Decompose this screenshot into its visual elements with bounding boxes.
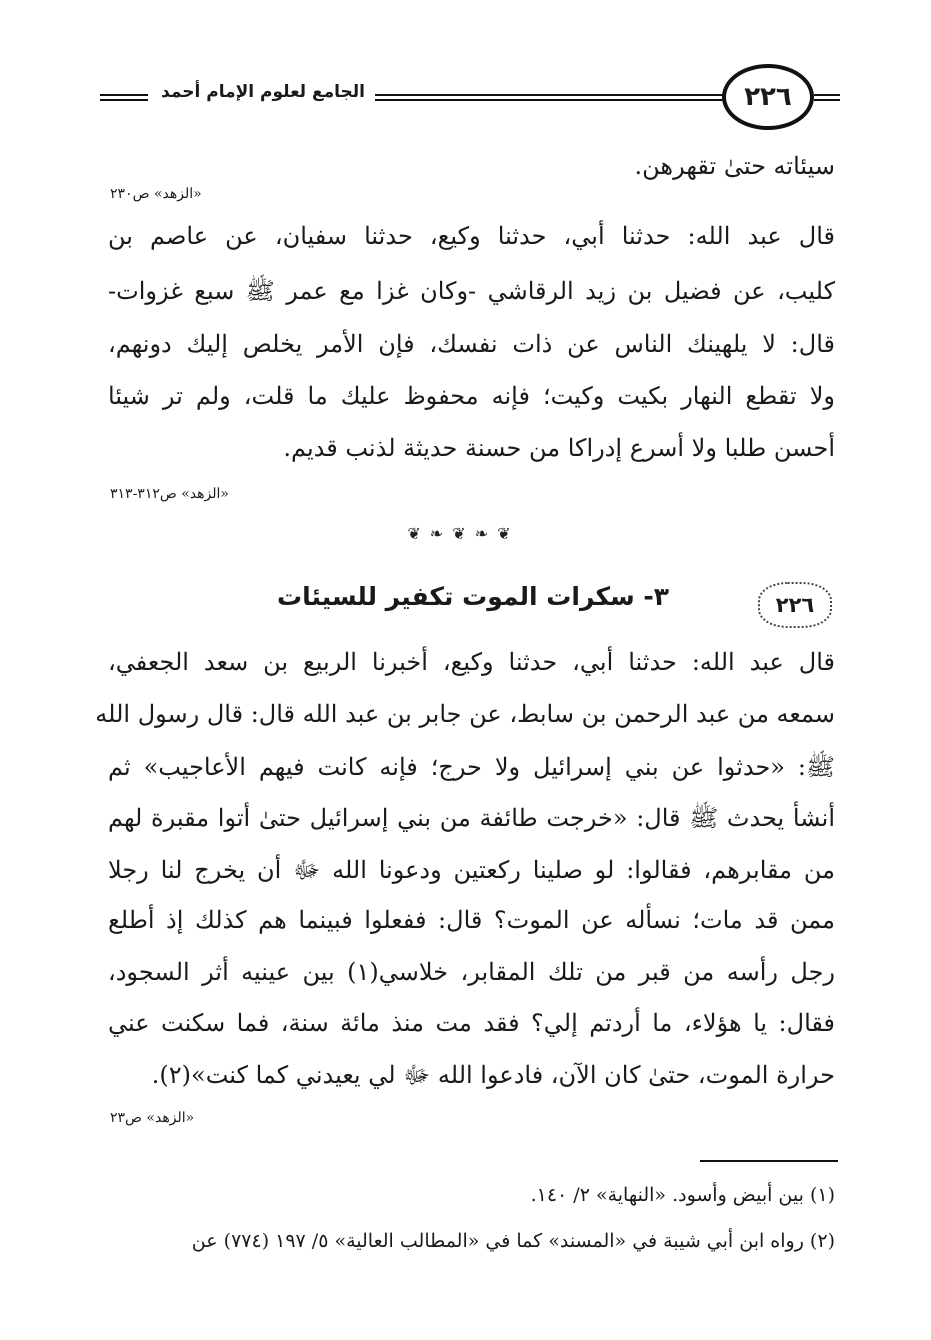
text-line: ﷺ: «حدثوا عن بني إسرائيل ولا حرج؛ فإنه كانت فيهم الأعاجيب» ثم — [108, 753, 835, 781]
text-line: أحسن طلبا ولا أسرع إدراكا من حسنة حديثة لذنب قديم. — [283, 434, 835, 462]
header-title: الجامع لعلوم الإمام أحمد — [161, 82, 365, 102]
source-citation: «الزهد» ص٢٣ — [110, 1110, 195, 1126]
text-line: سيئاته حتىٰ تقهرهن. — [634, 152, 835, 180]
source-citation: «الزهد» ص٢٣٠ — [110, 186, 202, 202]
text-line: كليب، عن فضيل بن زيد الرقاشي -وكان غزا مع عمر ﷺ سبع غزوات- — [108, 277, 835, 305]
text-line: أنشأ يحدث ﷺ قال: «خرجت طائفة من بني إسرائيل حتىٰ أتوا مقبرة لهم — [108, 804, 835, 832]
header-rule-left — [100, 94, 148, 101]
text-line: قال: لا يلهينك الناس عن ذات نفسك، فإن الأمر يخلص إليك دونهم، — [108, 330, 835, 358]
text-line: رجل رأسه من قبر من تلك المقابر، خلاسي(١) بين عينيه أثر السجود، — [108, 958, 835, 986]
text-line: ممن قد مات؛ نسأله عن الموت؟ قال: ففعلوا فبينما هم كذلك إذ أطلع — [108, 906, 835, 934]
ornament-divider: ❦ ❧ ❦ ❧ ❦ — [407, 524, 513, 543]
text-line: من مقابرهم، فقالوا: لو صلينا ركعتين ودعونا الله ﷻ أن يخرج لنا رجلا — [108, 856, 835, 884]
text-line: حرارة الموت، حتىٰ كان الآن، فادعوا الله ﷻ لي يعيدني كما كنت»(٢). — [151, 1061, 835, 1089]
text-line: قال عبد الله: حدثنا أبي، حدثنا وكيع، أخبرنا الربيع بن سعد الجعفي، — [108, 648, 835, 676]
text-line: فقال: يا هؤلاء، ما أردتم إلي؟ فقد مت منذ مائة سنة، فما سكنت عني — [108, 1009, 835, 1037]
header-rule-middle — [375, 94, 750, 101]
text-line: ولا تقطع النهار بكيت وكيت؛ فإنه محفوظ عليك ما قلت، ولم تر شيئا — [108, 382, 835, 410]
running-header — [100, 62, 840, 134]
page-number: ٢٢٦ — [722, 64, 814, 130]
section-title: ٣- سكرات الموت تكفير للسيئات — [277, 582, 669, 611]
footnote: (١) بين أبيض وأسود. «النهاية» ٢/ ١٤٠. — [530, 1184, 835, 1206]
source-citation: «الزهد» ص٣١٢-٣١٣ — [110, 486, 229, 502]
section-number-badge: ٢٢٦ — [758, 582, 832, 628]
header-rule-right — [814, 94, 840, 101]
footnote-rule — [700, 1160, 838, 1162]
footnote: (٢) رواه ابن أبي شيبة في «المسند» كما في «المطالب العالية» ٥/ ١٩٧ (٧٧٤) عن — [191, 1230, 835, 1252]
text-line: سمعه من عبد الرحمن بن سابط، عن جابر بن عبد الله قال: قال رسول الله — [95, 700, 835, 728]
text-line: قال عبد الله: حدثنا أبي، حدثنا وكيع، حدثنا سفيان، عن عاصم بن — [108, 222, 835, 250]
